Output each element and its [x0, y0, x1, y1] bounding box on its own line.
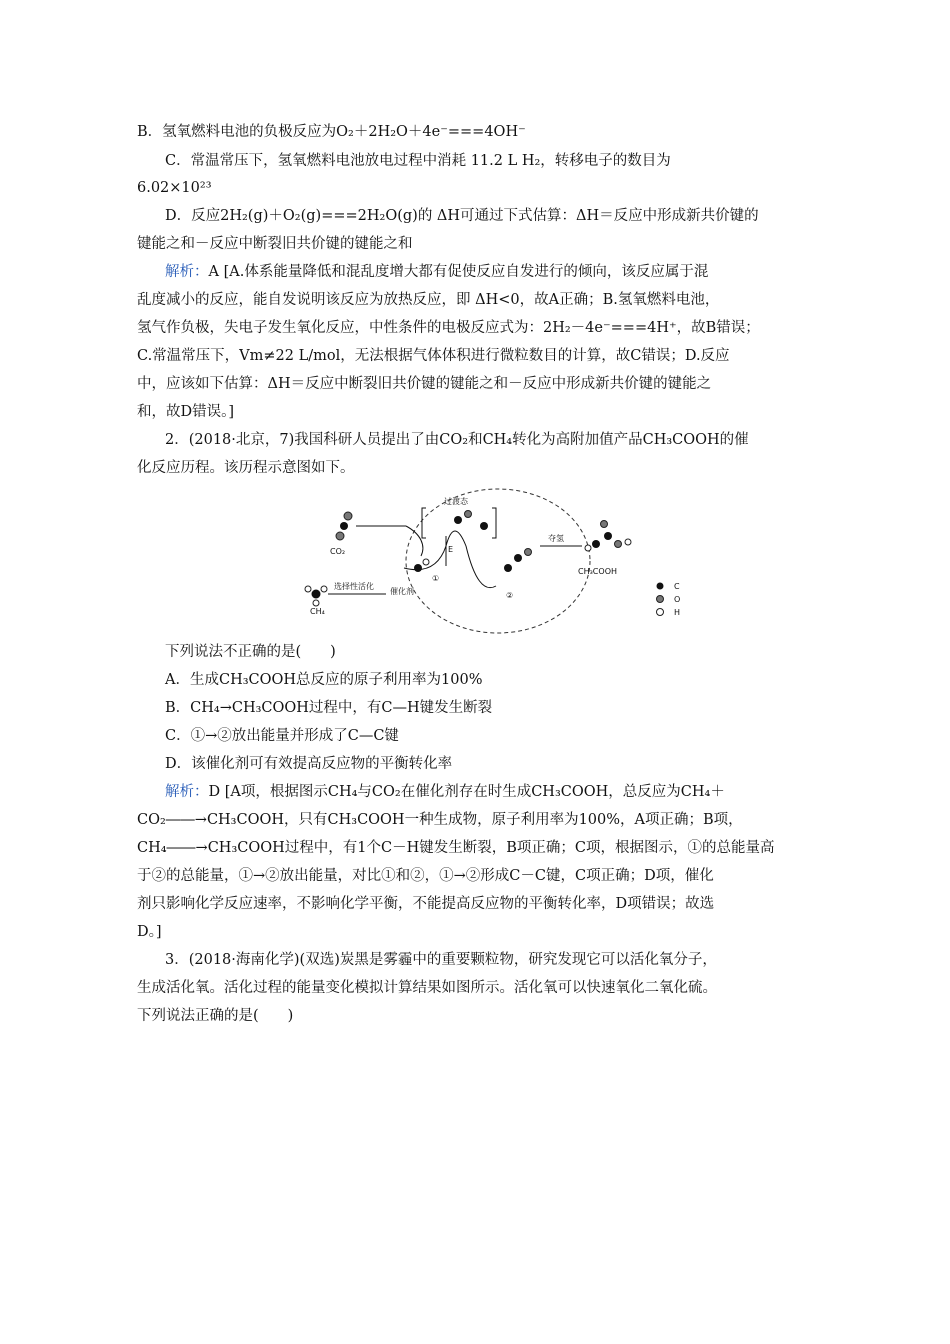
int2-carbon-atom — [504, 564, 512, 572]
int2-carbon-atom — [514, 554, 522, 562]
option-b-q1: B．氢氧燃料电池的负极反应为O₂＋2H₂O＋4e⁻===4OH⁻ — [137, 124, 526, 140]
option-d-q1: D．反应2H₂(g)＋O₂(g)===2H₂O(g)的 ΔH可通过下式估算：ΔH＝反应中形成新共价键的 — [165, 208, 759, 224]
analysis-q1-l2: 乱度减小的反应，能自发说明该反应为放热反应，即 ΔH<0，故A正确；B.氢氧燃料电池， — [137, 292, 720, 308]
ts-oxygen-atom — [465, 511, 472, 518]
reaction-region-ellipse — [406, 489, 590, 633]
question-2-prompt: 下列说法不正确的是( ) — [165, 644, 336, 660]
intermediate-1-label: ① — [432, 574, 440, 583]
analysis-text: D [A项，根据图示CH₄与CO₂在催化剂存在时生成CH₃COOH，总反应为CH₄＋ — [208, 784, 725, 800]
legend-oxygen-label: O — [674, 595, 681, 604]
analysis-q2 — [165, 782, 817, 802]
transition-state-label: 过渡态 — [444, 497, 468, 506]
analysis-label: 解析： — [165, 784, 209, 800]
int1-carbon-atom — [414, 564, 422, 572]
legend-carbon-label: C — [674, 582, 680, 591]
product-carbon-atom — [604, 532, 612, 540]
catalyst-label: 催化剂 — [390, 587, 414, 596]
option-b-q2: B．CH₄→CH₃COOH过程中，有C—H键发生断裂 — [165, 700, 493, 716]
ch4-hydrogen-atom — [313, 600, 319, 606]
product-oxygen-atom — [601, 521, 608, 528]
energy-curve — [404, 531, 496, 588]
product-label: CH₃COOH — [578, 567, 618, 576]
option-a-q2: A．生成CH₃COOH总反应的原子利用率为100% — [165, 672, 483, 688]
analysis-q2-l2: CO₂――→CH₃COOH，只有CH₃COOH一种生成物，原子利用率为100%，A项正确；B项， — [137, 812, 743, 828]
ch4-carbon-atom — [312, 590, 321, 599]
legend-carbon-dot — [657, 583, 664, 590]
product-hydrogen-atom — [585, 545, 591, 551]
intermediate-2-label: ② — [506, 591, 514, 600]
select-activation-label: 选择性活化 — [334, 582, 374, 591]
ch4-hydrogen-atom — [321, 586, 327, 592]
int1-hydrogen-atom — [423, 559, 429, 565]
question-3-cont: 生成活化氧。活化过程的能量变化模拟计算结果如图所示。活化氧可以快速氧化二氧化硫。 — [137, 980, 717, 996]
product-oxygen-atom — [615, 541, 622, 548]
option-c-q1-cont: 6.02×10²³ — [137, 180, 212, 196]
question-3: 3．(2018·海南化学)(双选)炭黑是雾霾中的重要颗粒物，研究发现它可以活化氧分子， — [165, 952, 717, 968]
legend-oxygen-dot — [657, 596, 664, 603]
co2-oxygen-atom — [336, 532, 344, 540]
ts-carbon-atom — [480, 522, 488, 530]
analysis-q1 — [165, 262, 817, 282]
analysis-q1-l4: C.常温常压下，Vm≠22 L/mol，无法根据气体体积进行微粒数目的计算，故C错误；D.反应 — [137, 348, 730, 364]
analysis-label: 解析： — [165, 264, 209, 280]
product-hydrogen-atom — [625, 539, 631, 545]
analysis-q2-l3: CH₄――→CH₃COOH过程中，有1个C－H键发生断裂，B项正确；C项，根据图示，①的总能量高 — [137, 840, 775, 856]
analysis-q1-l6: 和，故D错误。] — [137, 404, 235, 420]
analysis-q2-l4: 于②的总能量，①→②放出能量，对比①和②，①→②形成C－C键，C项正确；D项，催化 — [137, 868, 714, 884]
co2-oxygen-atom — [344, 512, 352, 520]
product-carbon-atom — [592, 540, 600, 548]
reaction-mechanism-diagram — [296, 486, 696, 636]
legend-hydrogen-label: H — [674, 608, 681, 617]
legend-hydrogen-dot — [657, 609, 664, 616]
energy-label: E — [448, 545, 454, 554]
option-c-q1: C．常温常压下，氢氧燃料电池放电过程中消耗 11.2 L H₂，转移电子的数目为 — [165, 153, 671, 169]
option-c-q2: C．①→②放出能量并形成了C—C键 — [165, 728, 399, 744]
question-2: 2．(2018·北京，7)我国科研人员提出了由CO₂和CH₄转化为高附加值产品CH₃COOH的催 — [165, 432, 749, 448]
question-2-cont: 化反应历程。该历程示意图如下。 — [137, 460, 355, 476]
analysis-q2-l6: D。] — [137, 924, 162, 940]
option-d-q1-cont: 键能之和－反应中断裂旧共价键的键能之和 — [137, 236, 413, 252]
co2-carbon-atom — [340, 522, 348, 530]
option-d-q2: D．该催化剂可有效提高反应物的平衡转化率 — [165, 756, 453, 772]
ts-carbon-atom — [454, 516, 462, 524]
analysis-q1-l5: 中，应该如下估算：ΔH＝反应中断裂旧共价键的键能之和－反应中形成新共价键的键能之 — [137, 376, 712, 392]
ch4-label: CH₄ — [310, 607, 325, 616]
analysis-text: A [A.体系能量降低和混乱度增大都有促使反应自发进行的倾向，该反应属于混 — [208, 264, 709, 280]
question-3-prompt: 下列说法正确的是( ) — [137, 1008, 294, 1024]
ch4-hydrogen-atom — [305, 586, 311, 592]
analysis-q2-l5: 剂只影响化学反应速率，不影响化学平衡，不能提高反应物的平衡转化率，D项错误；故选 — [137, 896, 715, 912]
take-h-label: 夺氢 — [548, 534, 564, 543]
analysis-q1-l3: 氢气作负极，失电子发生氧化反应，中性条件的电极反应式为：2H₂－4e⁻===4H⁺，故B错误； — [137, 320, 760, 336]
co2-label: CO₂ — [330, 547, 346, 556]
int2-oxygen-atom — [525, 549, 532, 556]
